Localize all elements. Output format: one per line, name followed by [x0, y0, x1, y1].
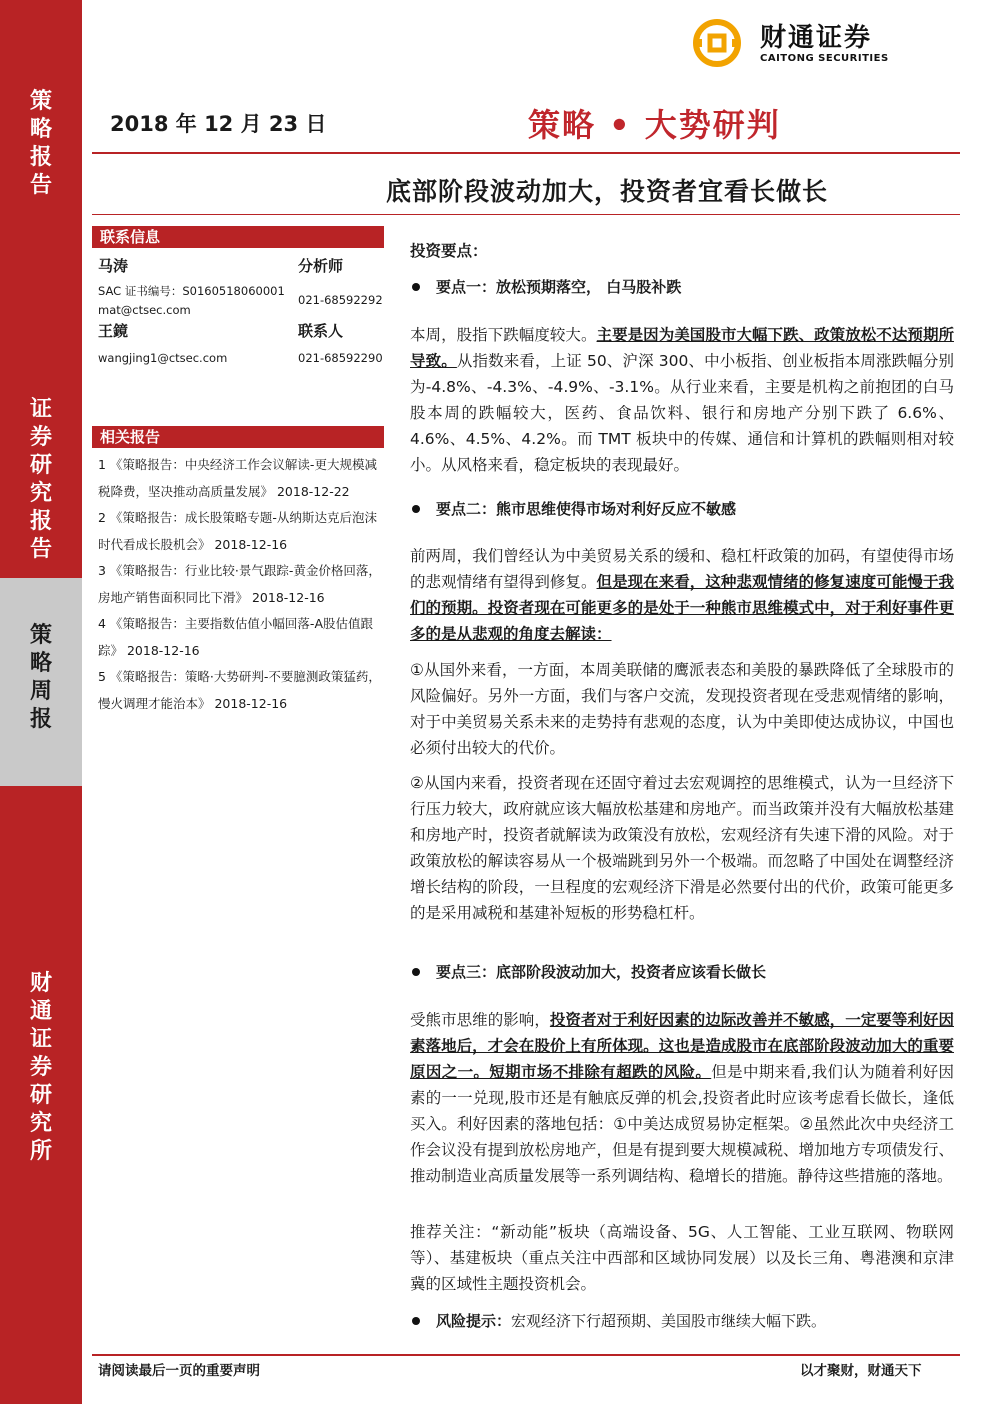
related-reports-list [98, 452, 388, 717]
sidebar-highlight [0, 578, 82, 786]
paragraph-1-text: 本周，股指下跌幅度较大。 [410, 326, 597, 344]
logo-chinese-name: 财通证券 [760, 22, 873, 53]
footer-divider [92, 1354, 960, 1356]
key-point-1 [412, 276, 681, 297]
sidebar-char: 略 [29, 117, 52, 142]
paragraph-5 [410, 1007, 954, 1189]
bullet-dot-icon [412, 505, 420, 513]
analyst-phone: 021-68592292 [298, 293, 383, 307]
paragraph-6: 推荐关注：“新动能”板块（高端设备、5G、人工智能、工业互联网、物联网等）、基建板块（重点关注中西部和区域协同发展）以及长三角、粤港澳和京津冀的区域性主题投资机会。 [410, 1223, 954, 1293]
paragraph-2-highlight: 但是现在来看，这种悲观情绪的修复速度可能慢于我们的预期。投资者现在可能更多的是处于一种熊市思维模式中，对于利好事件更多的是从悲观的角度去解读： [410, 573, 954, 643]
key-point-2-text: 要点二：熊市思维使得市场对利好反应不敏感 [436, 500, 737, 518]
sidebar-char: 策 [29, 89, 52, 114]
sidebar-char: 通 [29, 999, 52, 1024]
sidebar-char: 证 [29, 1027, 52, 1052]
header-divider [92, 152, 960, 154]
caitong-logo-icon [692, 18, 752, 68]
sidebar-label-weekly [0, 622, 82, 734]
key-point-3 [412, 961, 766, 982]
bullet-dot-icon [412, 283, 420, 291]
investment-highlights-heading: 投资要点： [410, 242, 488, 260]
sidebar-char: 策 [29, 623, 52, 648]
key-point-2 [412, 498, 736, 519]
logo-english-name: CAITONG SECURITIES [760, 52, 889, 64]
sidebar-char: 报 [29, 707, 52, 732]
contact-email[interactable]: wangjing1@ctsec.com [98, 351, 228, 365]
sidebar-label-securities-research [0, 396, 82, 564]
paragraph-1 [410, 322, 954, 478]
sidebar-char: 券 [29, 1055, 52, 1080]
risk-text: 宏观经济下行超预期、美国股市继续大幅下跌。 [511, 1312, 827, 1330]
contact-phone: 021-68592290 [298, 351, 383, 365]
title-divider [92, 214, 960, 215]
paragraph-1-highlight: 主要是因为美国股市大幅下跌、政策放松不达预期所导致。 [410, 326, 954, 370]
paragraph-1-text-cont: 从指数来看，上证 50、沪深 300、中小板指、创业板指本周涨跌幅分别为-4.8%、-4.3%、-4.9%、-3.1%。从行业来看，主要是机构之前抱团的白马股本周的跌幅较大，医药、食品饮料、银行和房地产分别下跌了 6.6%、4.6%、4.5%、4.2%。而 TMT 板块中的传媒、通信和计算机的跌幅则相对较小。从风格来看，稳定板块的表现最好。 [410, 352, 954, 474]
company-logo [692, 18, 889, 68]
sidebar-char: 证 [29, 397, 52, 422]
paragraph-4: ②从国内来看，投资者现在还固守着过去宏观调控的思维模式，认为一旦经济下行压力较大，政府就应该大幅放松基建和房地产。而当政策并没有大幅放松基建和房地产时，投资者就解读为政策没有放松，宏观经济有失速下滑的风险。对于政策放松的解读容易从一个极端跳到另外一个极端。而忽略了中国处在调整经济增长结构的阶段，一旦程度的宏观经济下滑是必然要付出的代价，政策可能更多的是采用减税和基建补短板的形势稳杠杆。 [410, 774, 954, 922]
analyst-role: 分析师 [298, 257, 344, 275]
paragraph-2 [410, 543, 954, 647]
sidebar-char: 报 [29, 509, 52, 534]
paragraph-5-text-cont: 但是中期来看,我们认为随着利好因素的一一兑现,股市还是有触底反弹的机会,投资者此时应该考虑看长做长，逢低买入。利好因素的落地包括：①中美达成贸易协定框架。②虽然此次中央经济工作会议没有提到放松房地产，但是有提到要大规模减税、增加地方专项债发行、推动制造业高质量发展等一系列调结构、稳增长的措施。静待这些措施的落地。 [410, 1063, 954, 1185]
sidebar-char: 报 [29, 145, 52, 170]
sidebar-label-strategy-report [0, 88, 82, 200]
contact-section-header: 联系信息 [92, 226, 384, 248]
sidebar-char: 财 [29, 971, 52, 996]
risk-warning [412, 1310, 826, 1331]
key-point-3-text: 要点三：底部阶段波动加大，投资者应该看长做长 [436, 963, 767, 981]
bullet-dot-icon [412, 1317, 420, 1325]
sidebar-char: 告 [29, 173, 52, 198]
key-point-1-text: 要点一：放松预期落空， 白马股补跌 [436, 278, 682, 296]
report-date: 2018 年 12 月 23 日 [110, 112, 327, 136]
sidebar-char: 究 [29, 481, 52, 506]
report-main-title: 底部阶段波动加大，投资者宜看长做长 [386, 177, 829, 206]
analyst-name: 马涛 [98, 257, 129, 275]
related-report-item[interactable]: 5 《策略报告：策略·大势研判-不要臆测政策猛药，慢火调理才能治本》 2018-12-16 [98, 669, 381, 711]
sidebar-char: 略 [29, 651, 52, 676]
contact-name: 王鏡 [98, 322, 129, 340]
related-report-item[interactable]: 3 《策略报告：行业比较·景气跟踪-黄金价格回落，房地产销售面积同比下滑》 2018-12-16 [98, 563, 381, 605]
sidebar-char: 告 [29, 537, 52, 562]
sidebar-label-institute [0, 970, 82, 1166]
sidebar-char: 究 [29, 1111, 52, 1136]
contact-role: 联系人 [298, 322, 344, 340]
sidebar-char: 研 [29, 453, 52, 478]
sidebar-char: 券 [29, 425, 52, 450]
related-report-item[interactable]: 1 《策略报告：中央经济工作会议解读-更大规模减税降费，坚决推动高质量发展》 2018-12-22 [98, 457, 377, 499]
sidebar-char: 研 [29, 1083, 52, 1108]
analyst-email[interactable]: mat@ctsec.com [98, 303, 191, 317]
paragraph-5-text: 受熊市思维的影响， [410, 1011, 550, 1029]
risk-label: 风险提示： [436, 1312, 512, 1330]
paragraph-2-text: 前两周，我们曾经认为中美贸易关系的缓和、稳杠杆政策的加码，有望使得市场的悲观情绪有望得到修复。 [410, 547, 954, 591]
footer-slogan: 以才聚财，财通天下 [800, 1363, 922, 1379]
paragraph-5-highlight: 投资者对于利好因素的边际改善并不敏感，一定要等利好因素落地后，才会在股价上有所体现。这也是造成股市在底部阶段波动加大的重要原因之一。短期市场不排除有超跌的风险。 [410, 1011, 954, 1081]
related-report-item[interactable]: 2 《策略报告：成长股策略专题-从纳斯达克后泡沫时代看成长股机会》 2018-12-16 [98, 510, 377, 552]
related-section-header: 相关报告 [92, 426, 384, 448]
sidebar-char: 所 [29, 1139, 52, 1164]
report-series-title: 策略 • 大势研判 [528, 106, 781, 144]
footer-disclaimer[interactable]: 请阅读最后一页的重要声明 [98, 1363, 260, 1379]
sidebar-char: 周 [29, 679, 52, 704]
analyst-sac-number: SAC 证书编号：S0160518060001 [98, 284, 285, 298]
related-report-item[interactable]: 4 《策略报告：主要指数估值小幅回落-A股估值跟踪》 2018-12-16 [98, 616, 373, 658]
bullet-dot-icon [412, 968, 420, 976]
paragraph-3: ①从国外来看，一方面，本周美联储的鹰派表态和美股的暴跌降低了全球股市的风险偏好。另外一方面，我们与客户交流，发现投资者现在受悲观情绪的影响，对于中美贸易关系未来的走势持有悲观的态度，认为中美即使达成协议，中国也必须付出较大的代价。 [410, 661, 954, 757]
